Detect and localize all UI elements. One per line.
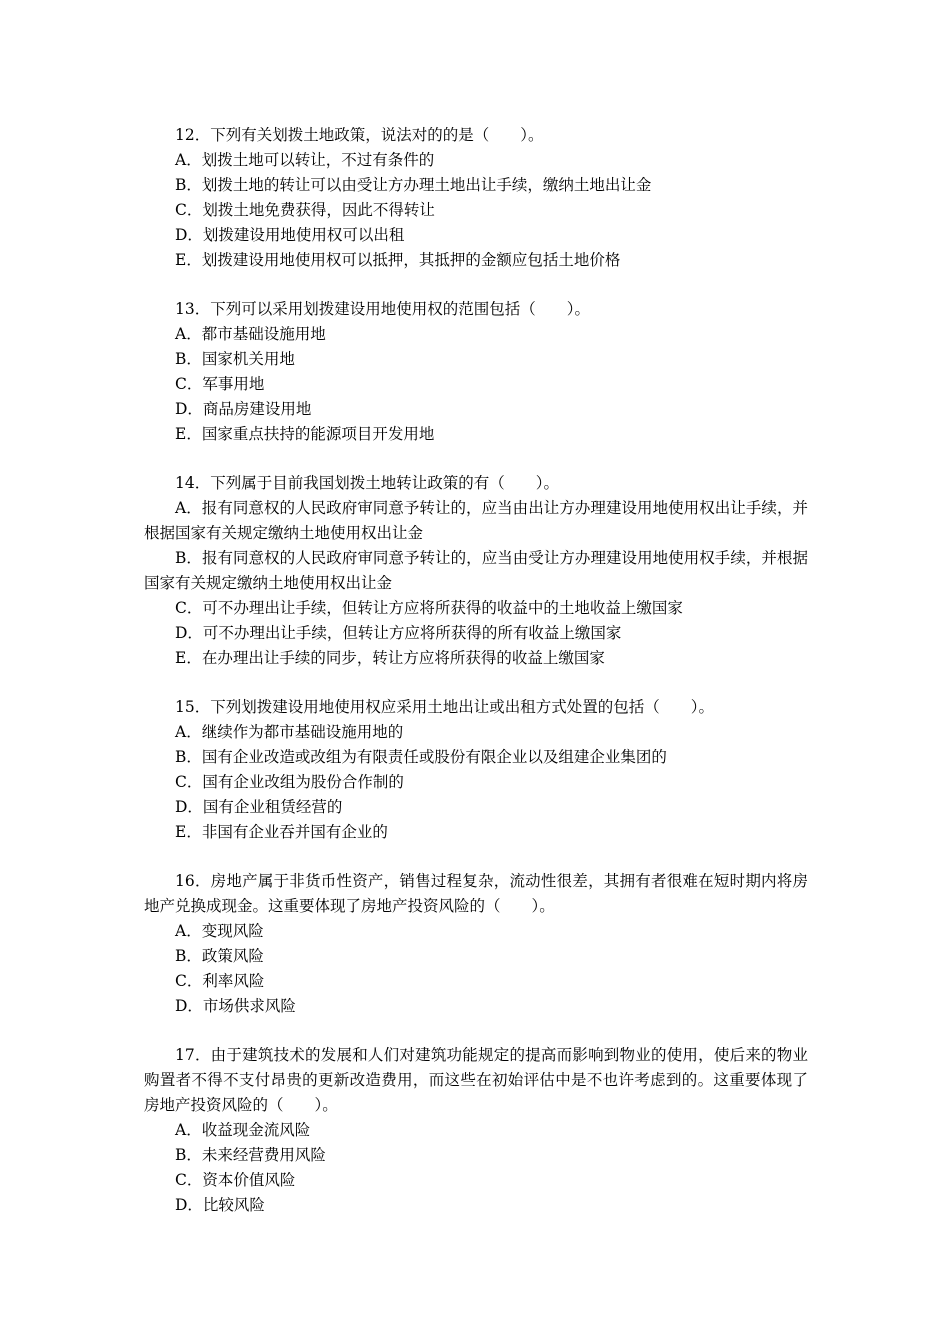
option-c: C．国有企业改组为股份合作制的 <box>175 773 404 791</box>
option-e: E．在办理出让手续的同步，转让方应将所获得的收益上缴国家 <box>175 649 605 667</box>
question-stem: 14．下列属于目前我国划拨土地转让政策的有（ ）。 <box>175 474 559 492</box>
question-16 <box>144 869 808 1019</box>
option-a: A．继续作为都市基础设施用地的 <box>175 723 404 741</box>
option-d: D．划拨建设用地使用权可以出租 <box>175 226 405 244</box>
question-list <box>144 123 808 1242</box>
option-d: D．比较风险 <box>175 1196 265 1214</box>
option-e: E．划拨建设用地使用权可以抵押，其抵押的金额应包括土地价格 <box>175 251 621 269</box>
option-d: D．可不办理出让手续，但转让方应将所获得的所有收益上缴国家 <box>175 624 622 642</box>
option-b: B．国家机关用地 <box>175 350 295 368</box>
option-b: B．国有企业改造或改组为有限责任或股份有限企业以及组建企业集团的 <box>175 748 667 766</box>
option-c: C．利率风险 <box>175 972 265 990</box>
option-a: A．都市基础设施用地 <box>175 325 326 343</box>
question-stem: 15．下列划拨建设用地使用权应采用土地出让或出租方式处置的包括（ ）。 <box>175 698 714 716</box>
option-d: D．国有企业租赁经营的 <box>175 798 343 816</box>
option-b: B．报有同意权的人民政府审同意予转让的，应当由受让方办理建设用地使用权手续，并根据国家有关规定缴纳土地使用权出让金 <box>144 549 808 592</box>
question-stem: 16．房地产属于非货币性资产，销售过程复杂，流动性很差，其拥有者很难在短时期内将房地产兑换成现金。这重要体现了房地产投资风险的（ ）。 <box>144 872 808 915</box>
option-e: E．国家重点扶持的能源项目开发用地 <box>175 425 435 443</box>
option-d: D．市场供求风险 <box>175 997 296 1015</box>
option-b: B．未来经营费用风险 <box>175 1146 326 1164</box>
question-15 <box>144 695 808 845</box>
option-d: D．商品房建设用地 <box>175 400 312 418</box>
question-13 <box>144 297 808 447</box>
option-a: A．划拨土地可以转让，不过有条件的 <box>175 151 435 169</box>
option-a: A．收益现金流风险 <box>175 1121 311 1139</box>
question-stem: 12．下列有关划拨土地政策，说法对的的是（ ）。 <box>175 126 544 144</box>
question-17 <box>144 1043 808 1218</box>
option-a: A．变现风险 <box>175 922 264 940</box>
option-a: A．报有同意权的人民政府审同意予转让的，应当由出让方办理建设用地使用权出让手续，并根据国家有关规定缴纳土地使用权出让金 <box>144 499 808 542</box>
option-c: C．划拨土地免费获得，因此不得转让 <box>175 201 435 219</box>
question-stem: 17．由于建筑技术的发展和人们对建筑功能规定的提高而影响到物业的使用，使后来的物业购置者不得不支付昂贵的更新改造费用，而这些在初始评估中是不也许考虑到的。这重要体现了房地产投资风险的（ ）。 <box>144 1046 808 1114</box>
option-e: E．非国有企业吞并国有企业的 <box>175 823 388 841</box>
question-14 <box>144 471 808 671</box>
option-c: C．可不办理出让手续，但转让方应将所获得的收益中的土地收益上缴国家 <box>175 599 683 617</box>
option-b: B．划拨土地的转让可以由受让方办理土地出让手续，缴纳土地出让金 <box>175 176 652 194</box>
question-stem: 13．下列可以采用划拨建设用地使用权的范围包括（ ）。 <box>175 300 590 318</box>
option-b: B．政策风险 <box>175 947 264 965</box>
question-12 <box>144 123 808 273</box>
option-c: C．资本价值风险 <box>175 1171 296 1189</box>
option-c: C．军事用地 <box>175 375 265 393</box>
